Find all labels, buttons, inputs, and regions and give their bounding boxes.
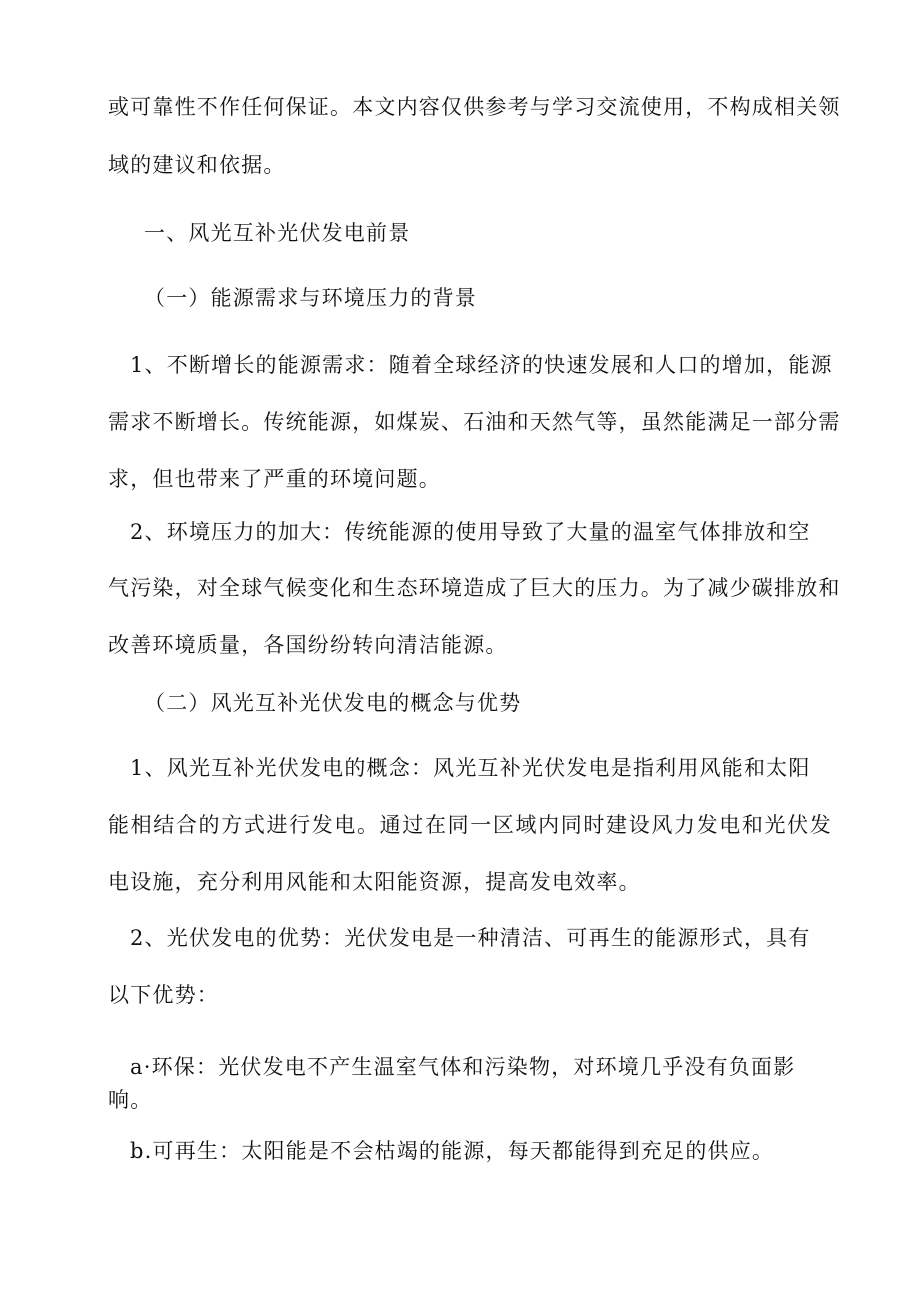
section-heading: 一、风光互补光伏发电前景	[144, 221, 411, 245]
paragraph-line: 以下优势：	[108, 983, 219, 1007]
paragraph-line: 改善环境质量，各国纷纷转向清洁能源。	[108, 633, 508, 657]
paragraph-line: 1、不断增长的能源需求：随着全球经济的快速发展和人口的增加，能源	[130, 353, 833, 377]
paragraph-line: 1、风光互补光伏发电的概念：风光互补光伏发电是指利用风能和太阳	[130, 756, 811, 780]
paragraph-line: 2、环境压力的加大：传统能源的使用导致了大量的温室气体排放和空	[130, 520, 811, 544]
paragraph-line: 求，但也带来了严重的环境问题。	[108, 467, 441, 491]
list-item-line: a·环保：光伏发电不产生温室气体和污染物，对环境几乎没有负面影	[130, 1055, 796, 1079]
paragraph-line: 气污染，对全球气候变化和生态环境造成了巨大的压力。为了减少碳排放和	[108, 576, 841, 600]
list-item-line: b.可再生：太阳能是不会枯竭的能源，每天都能得到充足的供应。	[130, 1139, 775, 1163]
subsection-heading: （二）风光互补光伏发电的概念与优势	[144, 691, 522, 715]
paragraph-line: 电设施，充分利用风能和太阳能资源，提高发电效率。	[108, 870, 641, 894]
paragraph-line: 域的建议和依据。	[108, 153, 286, 177]
subsection-heading: （一）能源需求与环境压力的背景	[144, 286, 477, 310]
list-item-line: 响。	[108, 1088, 153, 1112]
paragraph-line: 能相结合的方式进行发电。通过在同一区域内同时建设风力发电和光伏发	[108, 813, 832, 837]
paragraph-line: 需求不断增长。传统能源，如煤炭、石油和天然气等，虽然能满足一部分需	[108, 410, 841, 434]
paragraph-line: 或可靠性不作任何保证。本文内容仅供参考与学习交流使用，不构成相关领	[108, 95, 841, 119]
paragraph-line: 2、光伏发电的优势：光伏发电是一种清洁、可再生的能源形式，具有	[130, 926, 811, 950]
